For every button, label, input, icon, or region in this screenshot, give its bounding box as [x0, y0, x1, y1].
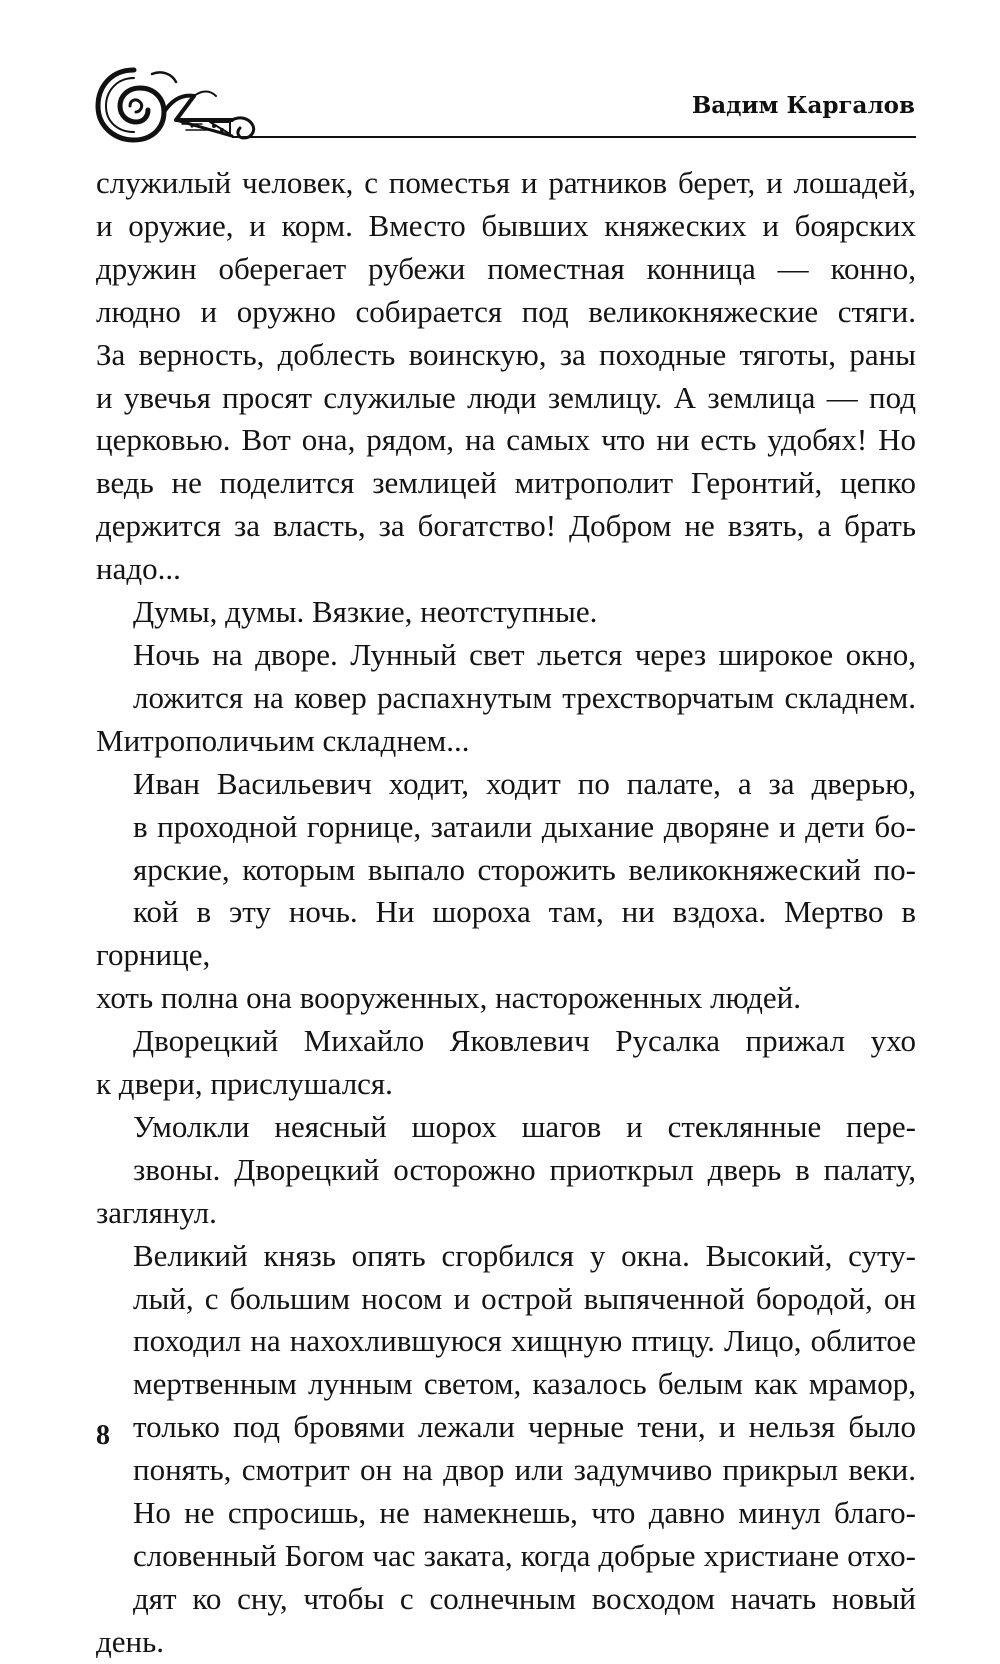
paragraph-end [96, 548, 916, 591]
text-line: хоть полна она вооруженных, настороженных людей. [96, 980, 802, 1016]
text-line: к двери, прислушался. [96, 1066, 393, 1102]
page-number: 8 [96, 1420, 110, 1451]
text-line: и оружие, и корм. Вместо бывших княжеских и боярских [96, 207, 916, 243]
paragraph-end [96, 977, 916, 1020]
text-line: Иван Васильевич ходит, ходит по палате, а за дверью, [133, 765, 916, 801]
text-line: ведь не поделится землицей митрополит Геронтий, цепко [96, 465, 916, 501]
paragraph [96, 1020, 916, 1063]
text-line: Дворецкий Михайло Яковлевич Русалка прижал ухо [133, 1023, 916, 1059]
text-line: ярские, которым выпало сторожить великокняжеский по- [133, 851, 916, 887]
text-line: людно и оружно собирается под великокняжеские стяги. [96, 293, 916, 329]
text-line: служилый человек, с поместья и ратников берет, и лошадей, [96, 165, 916, 200]
text-line: кой в эту ночь. Ни шороха там, ни вздоха. Мертво в горнице, [96, 894, 916, 973]
paragraph [96, 591, 916, 634]
text-line: только под бровями лежали черные тени, и нельзя было [133, 1409, 916, 1445]
running-header-author: Вадим Каргалов [691, 92, 915, 119]
text-line: дят ко сну, чтобы с солнечным восходом начать новый день. [96, 1580, 916, 1659]
text-line: мертвенным лунным светом, казалось белым как мрамор, [133, 1366, 916, 1402]
paragraph [96, 763, 916, 978]
text-line: в проходной горнице, затаили дыхание дворяне и дети бо- [133, 808, 916, 844]
text-line: церковью. Вот она, рядом, на самых что ни есть удобях! Но [96, 422, 916, 458]
paragraph-end [96, 720, 916, 763]
text-line: Митрополичьим складнем... [96, 722, 470, 758]
text-line: Умолкли неясный шорох шагов и стеклянные пере- [133, 1108, 916, 1144]
paragraph-end [96, 1192, 916, 1235]
text-line: надо... [96, 551, 181, 587]
paragraph [96, 634, 916, 720]
text-line: и увечья просят служилые люди землицу. А землица — под [96, 379, 916, 415]
paragraph [96, 1492, 916, 1664]
text-line: понять, смотрит он на двор или задумчиво прикрыл веки. [133, 1452, 916, 1488]
text-line: звоны. Дворецкий осторожно приоткрыл дверь в палату, [133, 1151, 916, 1187]
paragraph-end [96, 1063, 916, 1106]
body-text [96, 162, 916, 1664]
ornament-headpiece-icon [90, 60, 270, 148]
text-line: лый, с большим носом и острой выпяченной бородой, он [133, 1280, 916, 1316]
paragraph [96, 1235, 916, 1492]
text-line: словенный Богом час заката, когда добрые христиане отхо- [133, 1538, 916, 1573]
text-line: ложится на ковер распахнутым трехстворчатым складнем. [133, 679, 916, 715]
header-rule [232, 136, 916, 138]
text-line: Великий князь опять сгорбился у окна. Высокий, суту- [133, 1237, 916, 1273]
text-line: дружин оберегает рубежи поместная конница — конно, [96, 250, 916, 286]
text-line: держится за власть, за богатство! Добром не взять, а брать [96, 508, 916, 544]
text-line: Ночь на дворе. Лунный свет льется через широкое окно, [133, 636, 916, 672]
text-line: Думы, думы. Вязкие, неотступные. [133, 594, 598, 630]
text-line: заглянул. [96, 1194, 217, 1230]
text-line: походил на нахохлившуюся хищную птицу. Лицо, облитое [133, 1323, 916, 1359]
paragraph [96, 162, 916, 548]
text-line: За верность, доблесть воинскую, за походные тяготы, раны [96, 336, 916, 372]
paragraph [96, 1106, 916, 1192]
text-line: Но не спросишь, не намекнешь, что давно минул благо- [133, 1495, 916, 1531]
